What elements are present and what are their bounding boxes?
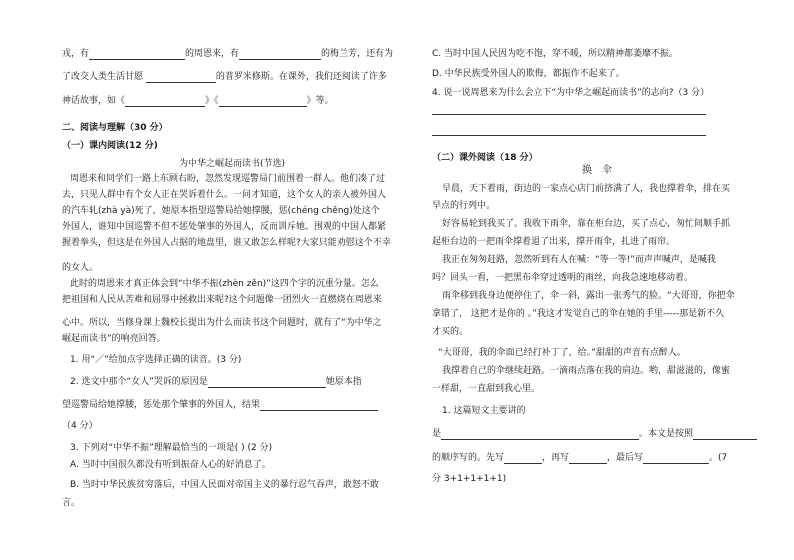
answer-blank[interactable] [219,96,307,107]
option-a[interactable]: A. 当时中国很久都没有听到振奋人心的好消息了。 [70,460,271,470]
story-line: 起柜台边的一把雨伞撑着退了出来，撑开雨伞，扎进了雨帘。 [432,237,676,247]
passage-line: 的女人。 [62,263,99,273]
text: 。本文是按照 [639,429,694,439]
answer-blank[interactable] [146,72,216,83]
answer-blank[interactable] [239,49,321,60]
story-title: 换 伞 [582,165,612,176]
text: 神话故事，如《 [62,96,126,106]
passage-line: 把祖国和人民从苦难和屈辱中拯救出来呢?这个问题像一团烈火一直燃烧在周恩来 [62,295,382,305]
text: 她原本指 [325,377,362,387]
answer-line[interactable] [432,114,706,115]
sub-title-2: （二）课外阅读（18 分） [432,153,538,163]
question-2-line-1 [70,376,362,388]
text: 2. 选文中那个“女人”哭诉的原因是 [70,377,208,387]
passage-line: 握着拳头，但这是在外国人占据的地盘里，谁又敢怎么样呢?大家只能劝慰这个不幸 [62,238,391,248]
text: 的周恩来，有 [185,49,240,59]
story-line: 我正在匆匆赶路，忽然听到有人在喊：“等一等!”而声声喊声，是喊我 [442,255,716,265]
passage-title: 为中华之崛起而读书(节选) [178,159,286,169]
story-line: 好容易轮到我买了。我收下雨伞，靠在柜台边，买了点心，匆忙间顺手抓 [442,219,731,229]
answer-blank[interactable] [693,429,757,440]
text: ，最后写 [607,453,644,463]
outside-question-1-line-2 [432,428,757,440]
option-d[interactable]: D. 中华民族受外国人的欺侮，都振作不起来了。 [432,69,625,79]
answer-blank[interactable] [569,453,607,464]
passage-line: 外国人，谁知中国巡警不但不惩处肇事的外国人，反而训斥她。围观的中国人都紧 [62,222,387,232]
text: ，再写 [542,453,570,463]
passage-line: 去，只见人群中有个女人正在哭诉着什么。一问才知道，这个女人的亲人被外国人 [62,190,387,200]
story-line: 早晨，天下着雨，街边的一家点心店门前挤满了人，我也撑着伞，排在买 [442,184,731,194]
text: 了改交人类生活甘愿 [62,72,144,82]
passage-line: 心中。所以，当修身课上魏校长提出为什么而读书这个问题时，就有了“为中华之 [62,318,382,328]
story-line: 吗？回头一看，一把黑布伞穿过透明的雨丝，向我急速地移动着。 [432,273,694,283]
section-title: 二、阅读与理解（30 分） [62,123,168,133]
passage-line: 的汽车轧(zhà yà)死了，她原本指望巡警局给她撑腰，惩(chéng chěng)处这个 [62,206,380,216]
answer-blank[interactable] [643,453,709,464]
story-line: 雨伞移到我身边便停住了，伞一斜，露出一张秀气的脸。“大哥哥，你把伞 [442,291,735,301]
option-b[interactable]: B. 当时中华民族贫穷落后，中国人民面对帝国主义的暴行忍气吞声，敢怒不敢 [70,480,379,490]
text: 。(7 [709,453,728,463]
text: 》等。 [306,96,334,106]
passage-line: 此时的周恩来才真正体会到“中华不振(zhèn zěn)”这四个字的沉重分量。怎么 [70,279,379,289]
intro-line-2 [62,71,387,83]
story-line: 拿错了， 这把才是你的 。”我这才发觉自己的伞在她的手里-----那是新不久 [432,309,725,319]
answer-blank[interactable] [441,429,639,440]
story-line: “大哥哥，我的伞面已经打补丁了，给。”甜甜的声音有点醉人。 [438,348,686,358]
option-c[interactable]: C. 当时中国人民因为吃不饱，穿不暖，所以精神都萎靡不振。 [432,49,679,59]
option-b-cont: 言。 [62,498,81,508]
text: 是 [432,429,442,439]
question-4: 4. 说一说周恩来为什么会立下“为中华之崛起而读书”的志向?（3 分） [432,88,710,98]
story-line: 一样甜，一直甜到我心里。 [432,384,541,394]
outside-question-1: 1. 这篇短文主要讲的 [442,406,526,416]
question-3: 3. 下列对“中华不振”理解最恰当的一项是( ) (2 分) [70,443,273,453]
text: 望巡警局给她撑腰，惩处那个肇事的外国人，结果 [62,400,261,410]
story-line: 早点的行列中。 [432,201,496,211]
intro-line-1 [62,48,393,60]
answer-blank[interactable] [125,96,205,107]
intro-line-3 [62,95,334,107]
story-line: 才买的。 [432,327,469,337]
outside-question-1-score: 分 3+1+1+1+1) [432,474,507,484]
question-2-line-2 [62,399,378,411]
answer-blank[interactable] [89,49,185,60]
text: 戎，有 [62,49,90,59]
passage-line: 崛起而读书”的响亮回答。 [62,334,166,344]
question-2-score: （4 分） [62,421,98,431]
text: 的普罗米修斯。在课外，我们还阅读了许多 [215,72,387,82]
text: 》《 [205,96,219,106]
story-line: 我撑着自己的伞继续赶路。一滴雨点落在我的肩边。哟，甜滋滋的，像蜜 [442,366,731,376]
answer-blank[interactable] [260,400,378,411]
text: 的顺序写的。先写 [432,453,505,463]
answer-line[interactable] [432,135,706,136]
passage-line: 周恩来和同学们一路上东顾右盼，忽然发现巡警局门前围着一群人。他们凑了过 [70,174,386,184]
outside-question-1-line-3 [432,452,727,464]
sub-title: （一）课内阅读(12 分) [62,141,158,151]
answer-blank[interactable] [504,453,542,464]
answer-blank[interactable] [208,377,326,388]
question-1: 1. 用“／”给加点字选择正确的读音。(3 分) [70,355,242,365]
text: 的梅兰芳，还有为 [321,49,394,59]
